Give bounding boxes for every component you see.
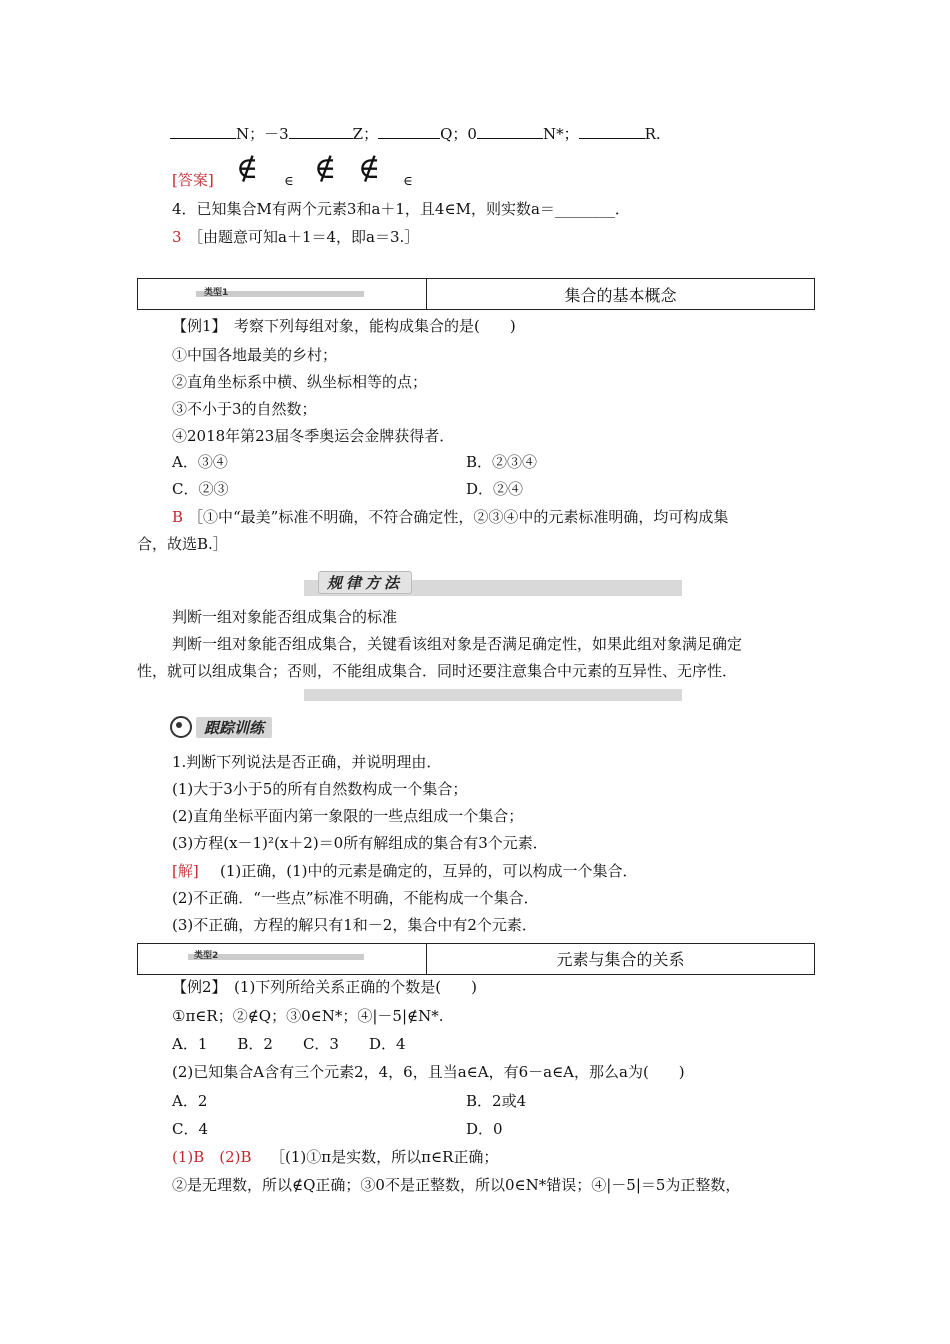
answer-label: [答案] xyxy=(172,171,214,189)
example1-item: ②直角坐标系中横、纵坐标相等的点； xyxy=(172,373,428,391)
solution-label: [解] xyxy=(172,862,199,880)
fill-part: N；－3 xyxy=(236,125,289,143)
option-a: A．③④ xyxy=(172,453,228,471)
method-paragraph: 性，就可以组成集合；否则，不能组成集合．同时还要注意集合中元素的互异性、无序性． xyxy=(137,662,738,680)
example1-item: ①中国各地最美的乡村； xyxy=(172,346,338,364)
example2-relations: ①π∈R；②∉Q；③0∈N*；④|－5|∉N*. xyxy=(172,1007,444,1025)
type2-tag: 类型2 xyxy=(194,951,219,961)
tracking-statement: (3)方程(x－1)²(x＋2)＝0所有解组成的集合有3个元素． xyxy=(172,834,548,852)
option-b: B．②③④ xyxy=(466,453,538,471)
example2-question2: (2)已知集合A含有三个元素2，4，6，且当a∈A，有6－a∈A，那么a为( ) xyxy=(172,1063,685,1081)
answer-symbol: ∉ xyxy=(314,151,337,186)
blank xyxy=(579,124,645,139)
tracking-label: 跟踪训练 xyxy=(196,717,272,738)
blank xyxy=(289,124,353,139)
example2-options: A．1 B．2 C．3 D．4 xyxy=(172,1035,406,1053)
answer-symbol: ∉ xyxy=(236,151,259,186)
fill-part: Q；0 xyxy=(440,125,477,143)
example2-stem: 【例2】 (1)下列所给关系正确的个数是( ) xyxy=(172,978,477,996)
method-end-bar xyxy=(304,689,682,701)
option-a: A．2 xyxy=(172,1092,208,1110)
fill-part: N*； xyxy=(542,125,579,143)
option-d: D．②④ xyxy=(466,480,524,498)
blank xyxy=(477,124,543,139)
example2-answer: (1)B (2)B xyxy=(172,1148,252,1166)
tracking-header xyxy=(170,716,272,738)
fill-part: R. xyxy=(644,125,661,143)
example1-answer: B xyxy=(172,508,184,526)
method-title: 判断一组对象能否组成集合的标准 xyxy=(172,608,398,626)
option-b: B．2或4 xyxy=(466,1092,527,1110)
type1-title: 集合的基本概念 xyxy=(564,286,677,305)
blank xyxy=(170,124,236,139)
tracking-statement: (1)大于3小于5的所有自然数构成一个集合； xyxy=(172,780,468,798)
option-d: D．0 xyxy=(466,1120,503,1138)
question-4: 4．已知集合M有两个元素3和a＋1，且4∈M，则实数a＝________． xyxy=(172,200,630,218)
type2-header xyxy=(137,943,815,975)
type1-header xyxy=(137,278,815,310)
example2-explanation: ②是无理数，所以∉Q正确；③0不是正整数，所以0∈N*错误；④|－5|＝5为正整数， xyxy=(172,1176,741,1194)
tracking-question: 1.判断下列说法是否正确，并说明理由． xyxy=(172,753,442,771)
answer-symbol: ∈ xyxy=(284,174,294,189)
solution-line: (1)正确，(1)中的元素是确定的，互异的，可以构成一个集合． xyxy=(220,862,638,880)
method-label: 规律方法 xyxy=(318,571,412,594)
tracking-statement: (2)直角坐标平面内第一象限的一些点组成一个集合； xyxy=(172,807,524,825)
example1-item: ④2018年第23届冬季奥运会金牌获得者． xyxy=(172,427,455,445)
answer-symbol: ∉ xyxy=(358,151,381,186)
example1-stem: 【例1】 考察下列每组对象，能构成集合的是( ) xyxy=(172,317,516,335)
solution-line: (3)不正确，方程的解只有1和－2，集合中有2个元素． xyxy=(172,916,537,934)
answer-symbol: ∈ xyxy=(403,174,413,189)
example1-explanation: 合，故选B.］ xyxy=(137,535,228,553)
type2-title: 元素与集合的关系 xyxy=(556,950,685,969)
method-paragraph: 判断一组对象能否组成集合，关键看该组对象是否满足确定性，如果此组对象满足确定 xyxy=(172,635,743,653)
solution-line: (2)不正确．“一些点”标准不明确，不能构成一个集合． xyxy=(172,889,539,907)
fill-part: Z； xyxy=(352,125,379,143)
target-icon xyxy=(170,716,192,738)
example1-item: ③不小于3的自然数； xyxy=(172,400,317,418)
q4-answer: 3 xyxy=(172,228,182,246)
blank xyxy=(378,124,440,139)
option-c: C．②③ xyxy=(172,480,229,498)
q4-explanation: ［由题意可知a＋1＝4，即a＝3.］ xyxy=(188,228,420,246)
example1-explanation: ［①中“最美”标准不明确，不符合确定性，②③④中的元素标准明确，均可构成集 xyxy=(188,508,729,526)
type1-tag: 类型1 xyxy=(204,288,229,298)
fill-in-line xyxy=(170,124,661,144)
option-c: C．4 xyxy=(172,1120,209,1138)
example2-explanation: ［(1)①π是实数，所以π∈R正确； xyxy=(270,1148,499,1166)
